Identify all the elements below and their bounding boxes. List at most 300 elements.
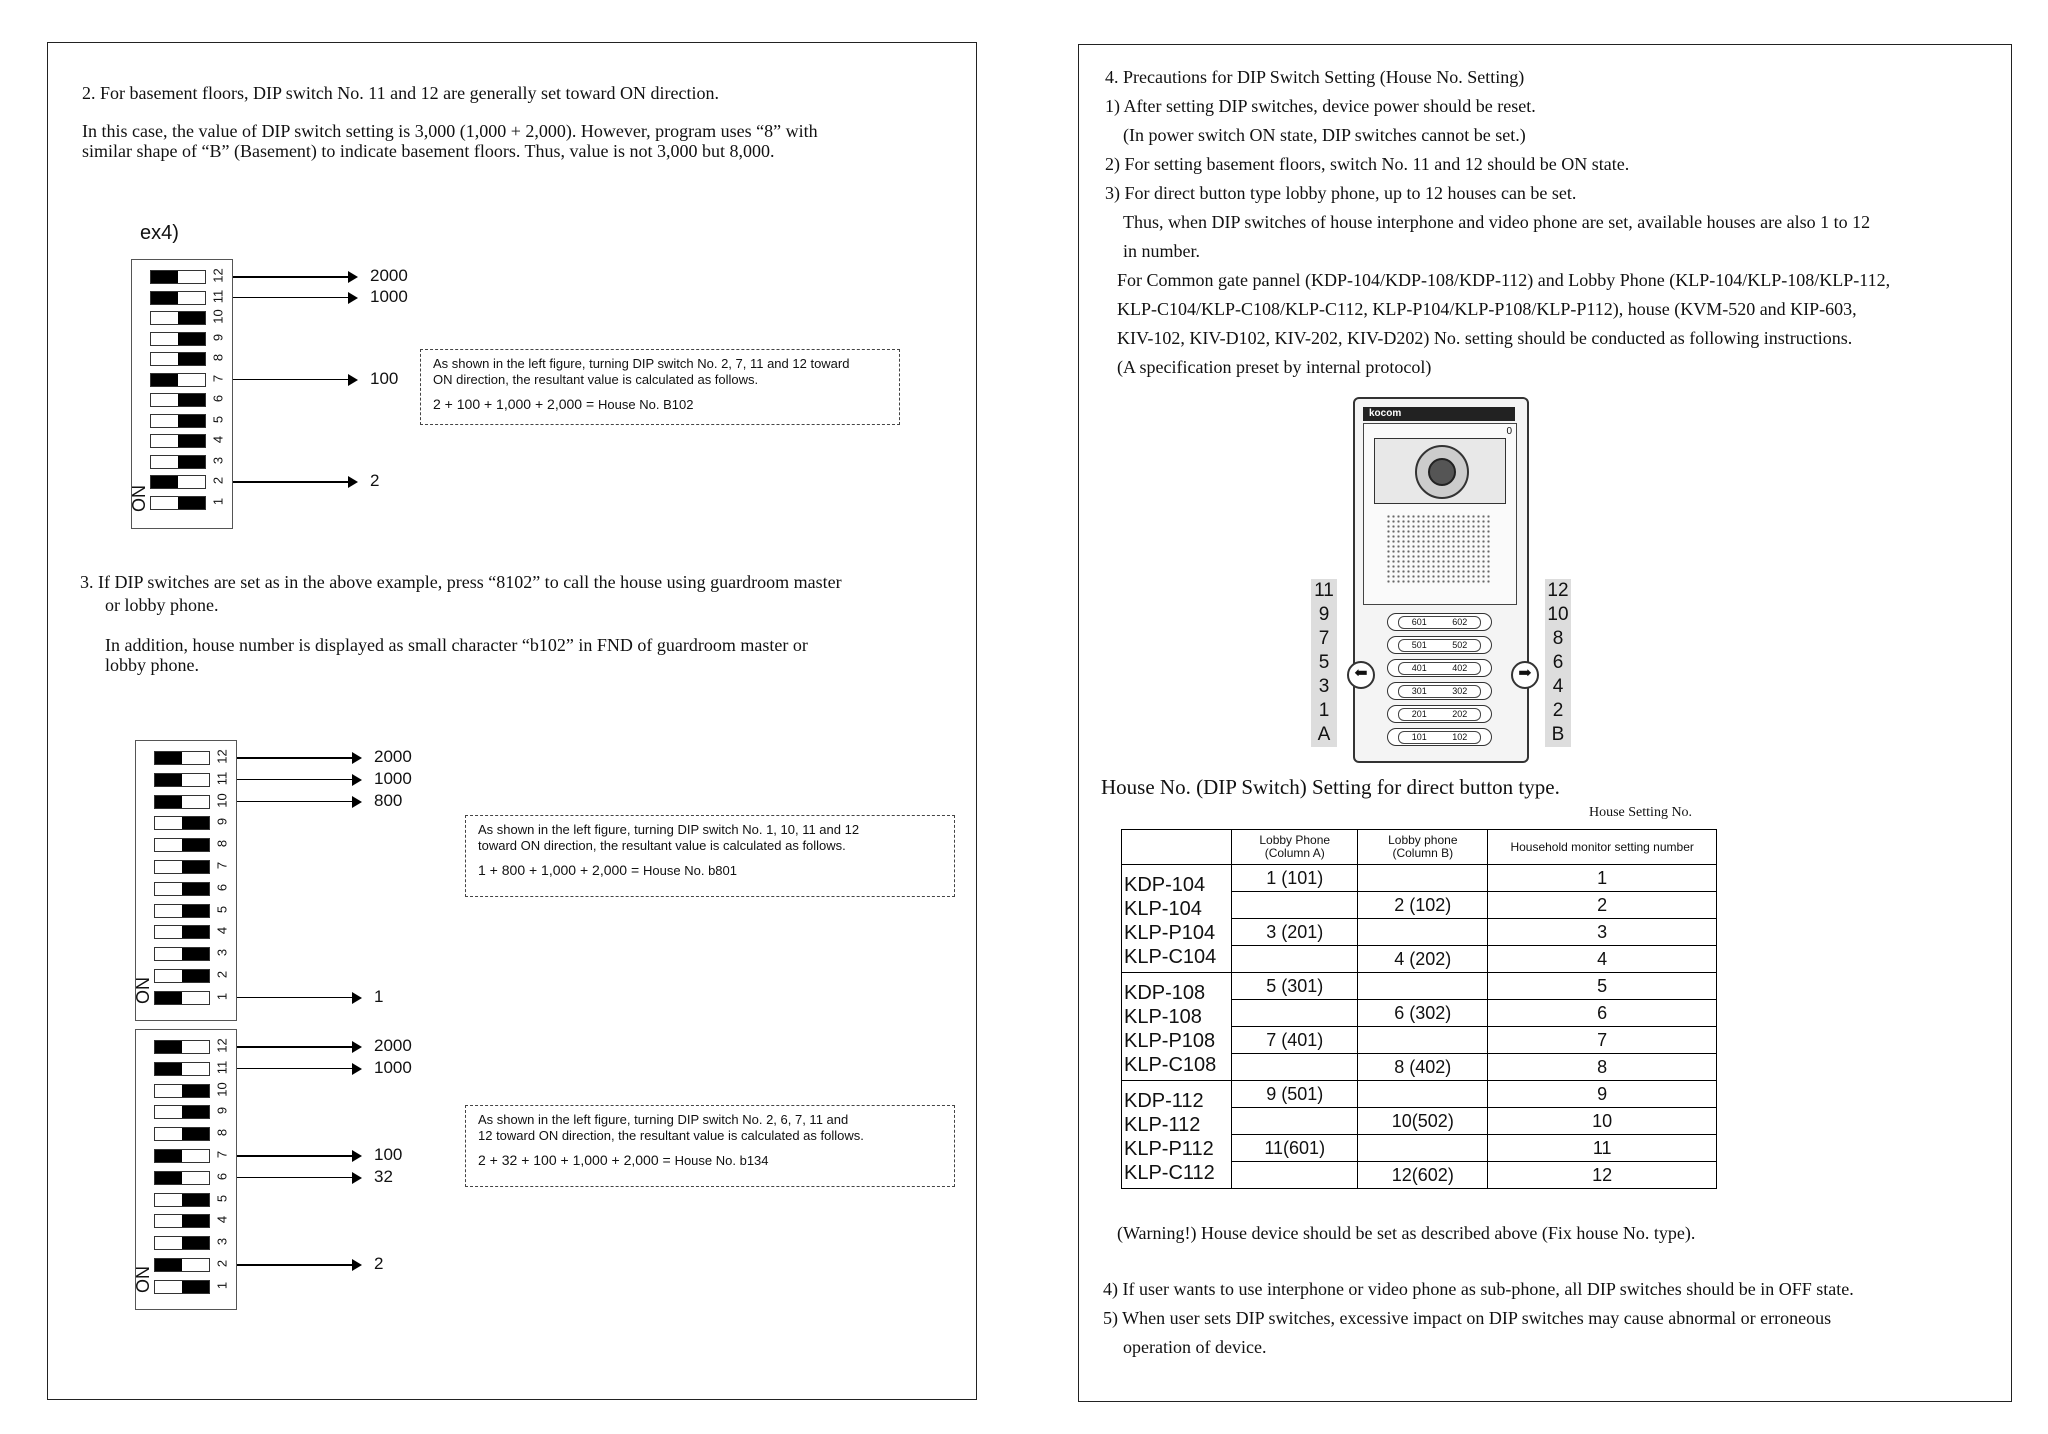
- arrow-value: 2: [370, 471, 380, 490]
- note-4: 4) If user wants to use interphone or video phone as sub-phone, all DIP switches should be in OFF state.: [1103, 1279, 1854, 1299]
- arrow-line: [237, 1264, 352, 1266]
- column-b-cell: [1358, 865, 1488, 892]
- column-b-line1: Lobby phone: [1388, 833, 1458, 847]
- switch-number-label: 11: [214, 1060, 230, 1075]
- right-house-numbers: [1545, 579, 1571, 747]
- switch-knob: [155, 1259, 182, 1271]
- setting-number-cell: 5: [1488, 973, 1717, 1000]
- switch-knob: [151, 292, 178, 304]
- switch-number-label: 2: [210, 476, 226, 485]
- left-house-number: 3: [1318, 676, 1330, 697]
- column-a-line1: Lobby Phone: [1259, 833, 1331, 847]
- switch-number-label: 3: [214, 1238, 230, 1246]
- note-line1: As shown in the left figure, turning DIP switch No. 2, 6, 7, 11 and: [478, 1112, 849, 1127]
- call-button-101-102[interactable]: [1387, 728, 1492, 746]
- right-house-number: 2: [1552, 700, 1564, 721]
- dip-switch-6: [154, 1171, 210, 1185]
- note-5-line1: 5) When user sets DIP switches, excessive impact on DIP switches may cause abnormal or erroneous: [1103, 1308, 1832, 1328]
- arrow-value: 800: [374, 790, 403, 810]
- calculation-formula: [478, 862, 942, 879]
- dip-switch-3: [154, 947, 210, 961]
- column-b-cell: [1358, 1081, 1488, 1108]
- formula-text: 2 + 100 + 1,000 + 2,000 =: [433, 396, 599, 412]
- setting-number-cell: 1: [1488, 865, 1717, 892]
- section-2-paragraph-line2: similar shape of “B” (Basement) to indicate basement floors. Thus, value is not 3,000 but 8,000.: [82, 141, 775, 161]
- device-body: [1353, 397, 1532, 763]
- arrow-line: [233, 481, 348, 483]
- arrow-head-icon: [348, 476, 358, 488]
- dip-switch-block: [135, 1029, 237, 1310]
- arrow-line: [237, 1155, 352, 1157]
- switch-number-label: 9: [214, 1107, 230, 1115]
- switch-number-label: 3: [210, 456, 226, 464]
- setting-number-cell: 2: [1488, 892, 1717, 919]
- precaution-1: 1) After setting DIP switches, device power should be reset.: [1105, 96, 1536, 116]
- dip-switch-7: [150, 373, 206, 387]
- switch-number-label: 1: [210, 497, 226, 505]
- switch-number-label: 11: [214, 771, 230, 786]
- button-numbers: [1398, 708, 1481, 721]
- model-name: KLP-112: [1124, 1114, 1201, 1136]
- right-house-number: 8: [1552, 628, 1564, 649]
- column-b-cell: 2 (102): [1358, 892, 1488, 919]
- note-line2: ON direction, the resultant value is calculated as follows.: [433, 372, 759, 387]
- button-panel: [1355, 605, 1527, 755]
- switch-knob: [182, 861, 209, 873]
- dip-switch-11: [150, 291, 206, 305]
- section-4-heading: 4. Precautions for DIP Switch Setting (House No. Setting): [1105, 67, 1525, 87]
- column-a-cell: [1232, 1162, 1358, 1189]
- button-number: 201: [1411, 709, 1427, 719]
- switch-number-label: 5: [214, 1194, 230, 1202]
- arrow-line: [233, 297, 348, 299]
- arrow-head-icon: [352, 1041, 362, 1053]
- arrow-line: [237, 801, 352, 803]
- column-a-cell: [1232, 946, 1358, 973]
- calculation-formula: [478, 1152, 942, 1169]
- arrow-line: [237, 1177, 352, 1179]
- button-number: 401: [1411, 663, 1427, 673]
- note-line1: As shown in the left figure, turning DIP switch No. 1, 10, 11 and 12: [478, 822, 860, 837]
- on-label: ON: [129, 485, 149, 512]
- call-button-501-502[interactable]: [1387, 636, 1492, 654]
- switch-knob: [155, 1150, 182, 1162]
- switch-knob: [182, 1194, 209, 1206]
- column-b-cell: [1358, 1027, 1488, 1054]
- arrow-value: 2000: [374, 747, 412, 766]
- switch-knob: [155, 992, 182, 1004]
- section-3-line2: or lobby phone.: [105, 595, 219, 615]
- switch-number-label: 5: [210, 415, 226, 423]
- arrow-value: 2000: [374, 1036, 412, 1055]
- section-3-line3: In addition, house number is displayed as small character “b102” in FND of guardroom master or: [105, 635, 808, 655]
- table-caption: House Setting No.: [1589, 805, 1693, 820]
- column-a-cell: [1232, 1054, 1358, 1081]
- dip-switch-12: [154, 751, 210, 765]
- switch-number-label: 6: [214, 883, 230, 891]
- switch-number-label: 11: [210, 289, 226, 303]
- arrow-head-icon: [352, 1172, 362, 1184]
- arrow-head-icon: [352, 796, 362, 808]
- dip-switch-5: [154, 1193, 210, 1207]
- setting-number-cell: 9: [1488, 1081, 1717, 1108]
- model-group-cell: [1122, 1081, 1232, 1189]
- arrow-value: 100: [374, 1145, 403, 1164]
- table-header-column-b: [1358, 830, 1488, 865]
- switch-number-label: 7: [210, 374, 226, 382]
- arrow-head-icon: [352, 774, 362, 786]
- button-number: 301: [1411, 686, 1427, 696]
- switch-number-label: 10: [214, 1081, 230, 1097]
- column-b-cell: 10(502): [1358, 1108, 1488, 1135]
- dip-switch-9: [150, 332, 206, 346]
- setting-number-cell: 11: [1488, 1135, 1717, 1162]
- switch-knob: [182, 1237, 209, 1249]
- dip-switch-6: [150, 393, 206, 407]
- arrow-right-icon: ➡: [1511, 661, 1539, 689]
- setting-number-cell: 12: [1488, 1162, 1717, 1189]
- switch-knob: [178, 333, 205, 345]
- switch-knob: [182, 883, 209, 895]
- left-page: [47, 42, 977, 1400]
- switch-knob: [155, 1172, 182, 1184]
- switch-number-label: 4: [210, 435, 226, 444]
- switch-knob: [178, 435, 205, 447]
- models-line1: For Common gate pannel (KDP-104/KDP-108/KDP-112) and Lobby Phone (KLP-104/KLP-108/KLP-112,: [1117, 270, 1891, 290]
- switch-number-label: 8: [214, 1129, 230, 1137]
- switch-number-label: 2: [214, 1259, 230, 1268]
- dip-switch-3: [154, 1236, 210, 1250]
- dip-switch-8: [154, 1127, 210, 1141]
- dip-switch-2: [150, 475, 206, 489]
- dip-switch-10: [154, 1084, 210, 1098]
- button-numbers: [1398, 685, 1481, 698]
- arrow-line: [237, 1068, 352, 1070]
- dip-switch-11: [154, 773, 210, 787]
- example-label: ex4): [140, 222, 179, 244]
- switch-knob: [182, 817, 209, 829]
- column-a-cell: [1232, 1000, 1358, 1027]
- switch-number-label: 4: [214, 1216, 230, 1224]
- dip-switch-block: [135, 740, 237, 1021]
- arrow-left-icon: ⬅: [1347, 661, 1375, 689]
- indicator-label: 0: [1506, 426, 1512, 437]
- switch-number-label: 12: [210, 268, 226, 283]
- column-a-cell: 3 (201): [1232, 919, 1358, 946]
- arrow-line: [233, 276, 348, 278]
- switch-knob: [155, 1063, 182, 1075]
- calculation-note-box: [420, 349, 900, 425]
- result-house-number: House No. B102: [598, 397, 694, 412]
- on-label: ON: [133, 1266, 153, 1293]
- column-a-cell: 7 (401): [1232, 1027, 1358, 1054]
- arrow-head-icon: [352, 1150, 362, 1162]
- switch-number-label: 7: [214, 1150, 230, 1159]
- arrow-value: 100: [370, 368, 399, 388]
- arrow-value: 1000: [370, 286, 408, 306]
- switch-number-label: 5: [214, 905, 230, 913]
- dip-switch-block: [131, 259, 233, 529]
- note-line1: As shown in the left figure, turning DIP switch No. 2, 7, 11 and 12 toward: [433, 356, 850, 371]
- precaution-3-line2: Thus, when DIP switches of house interphone and video phone are set, available houses are also 1 to 12: [1123, 212, 1871, 232]
- model-name: KLP-C112: [1124, 1162, 1215, 1184]
- switch-knob: [151, 271, 178, 283]
- left-house-number: 1: [1318, 700, 1330, 721]
- button-numbers: [1398, 639, 1481, 652]
- table-row: [1122, 1081, 1717, 1108]
- calculation-note-box: [465, 815, 955, 897]
- switch-number-label: 9: [210, 333, 226, 341]
- left-house-number: 9: [1318, 604, 1330, 625]
- button-number: 402: [1452, 663, 1468, 673]
- switch-knob: [151, 476, 178, 488]
- model-name: KDP-104: [1124, 874, 1206, 896]
- column-b-cell: 4 (202): [1358, 946, 1488, 973]
- button-number: 101: [1411, 732, 1427, 742]
- dip-switch-5: [150, 414, 206, 428]
- switch-number-label: 9: [214, 818, 230, 826]
- model-name: KLP-P112: [1124, 1138, 1214, 1160]
- right-house-number: 6: [1552, 652, 1564, 673]
- table-header-model: [1122, 830, 1232, 865]
- formula-text: 1 + 800 + 1,000 + 2,000 =: [478, 862, 644, 878]
- model-name: KLP-C108: [1124, 1054, 1217, 1076]
- table-header-column-a: [1232, 830, 1358, 865]
- switch-knob: [178, 312, 205, 324]
- switch-knob: [178, 497, 205, 509]
- result-house-number: House No. b134: [674, 1153, 769, 1168]
- arrow-head-icon: [348, 374, 358, 386]
- button-number: 202: [1452, 709, 1468, 719]
- model-name: KDP-112: [1124, 1090, 1204, 1112]
- switch-knob: [182, 1281, 209, 1293]
- left-house-numbers: [1311, 579, 1337, 747]
- switch-knob: [182, 1106, 209, 1118]
- arrow-head-icon: [348, 271, 358, 283]
- column-b-line2: (Column B): [1392, 846, 1454, 860]
- switch-number-label: 10: [214, 792, 230, 808]
- dip-switch-1: [154, 991, 210, 1005]
- switch-number-label: 12: [214, 1038, 230, 1053]
- section-3-line4: lobby phone.: [105, 655, 199, 675]
- dip-switch-2: [154, 1258, 210, 1272]
- arrow-head-icon: [352, 1259, 362, 1271]
- calculation-note-box: [465, 1105, 955, 1187]
- table-row: [1122, 865, 1717, 892]
- house-setting-table: [1121, 829, 1717, 1189]
- calculation-formula: [433, 396, 887, 413]
- arrow-value: 1: [374, 986, 384, 1006]
- switch-number-label: 8: [210, 353, 226, 362]
- model-name: KLP-C104: [1124, 946, 1217, 968]
- dip-switch-3: [150, 455, 206, 469]
- on-label: ON: [133, 977, 153, 1004]
- dip-switch-7: [154, 1149, 210, 1163]
- left-house-number: 11: [1314, 580, 1334, 601]
- dip-switch-9: [154, 816, 210, 830]
- column-b-cell: [1358, 973, 1488, 1000]
- setting-number-cell: 4: [1488, 946, 1717, 973]
- arrow-value: 32: [374, 1166, 393, 1186]
- switch-knob: [155, 1041, 182, 1053]
- arrow-head-icon: [352, 752, 362, 764]
- switch-number-label: 3: [214, 949, 230, 957]
- section-3-line1: 3. If DIP switches are set as in the above example, press “8102” to call the house using guardroom master: [80, 572, 842, 592]
- left-house-number: 5: [1318, 652, 1330, 673]
- dip-switch-7: [154, 860, 210, 874]
- switch-knob: [182, 1215, 209, 1227]
- dip-switch-1: [150, 496, 206, 510]
- note-line2: toward ON direction, the resultant value is calculated as follows.: [478, 838, 846, 853]
- arrow-value: 2: [374, 1254, 384, 1273]
- arrow-head-icon: [352, 1063, 362, 1075]
- arrow-head-icon: [352, 992, 362, 1004]
- button-number: 102: [1452, 732, 1468, 742]
- column-b-cell: [1358, 919, 1488, 946]
- switch-knob: [155, 796, 182, 808]
- setting-number-cell: 10: [1488, 1108, 1717, 1135]
- dip-switch-6: [154, 882, 210, 896]
- switch-knob: [178, 415, 205, 427]
- dip-switch-4: [150, 434, 206, 448]
- right-house-number: 10: [1547, 604, 1569, 625]
- button-number: 601: [1411, 617, 1427, 627]
- result-house-number: House No. b801: [643, 863, 737, 878]
- column-a-line2: (Column A): [1264, 846, 1325, 860]
- section-2-paragraph-line1: In this case, the value of DIP switch setting is 3,000 (1,000 + 2,000). However, program uses “8” with: [82, 121, 818, 141]
- button-number: 501: [1411, 640, 1427, 650]
- switch-knob: [182, 839, 209, 851]
- switch-knob: [178, 394, 205, 406]
- formula-text: 2 + 32 + 100 + 1,000 + 2,000 =: [478, 1152, 675, 1168]
- setting-number-cell: 8: [1488, 1054, 1717, 1081]
- precaution-1-note: (In power switch ON state, DIP switches cannot be set.): [1123, 125, 1526, 145]
- model-name: KLP-P108: [1124, 1030, 1216, 1052]
- note-line2: 12 toward ON direction, the resultant value is calculated as follows.: [478, 1128, 864, 1143]
- spec-note: (A specification preset by internal protocol): [1117, 357, 1432, 377]
- dip-switch-4: [154, 1214, 210, 1228]
- arrow-line: [237, 757, 352, 759]
- left-house-number: 7: [1318, 628, 1330, 649]
- button-numbers: [1398, 662, 1481, 675]
- model-name: KLP-P104: [1124, 922, 1216, 944]
- switch-number-label: 1: [214, 992, 230, 1000]
- button-number: 602: [1452, 617, 1468, 627]
- right-house-number: 4: [1552, 676, 1564, 697]
- dip-switch-8: [154, 838, 210, 852]
- call-button-401-402[interactable]: [1387, 659, 1492, 677]
- switch-number-label: 8: [214, 840, 230, 848]
- column-a-cell: 5 (301): [1232, 973, 1358, 1000]
- dip-switch-4: [154, 925, 210, 939]
- camera-window: [1374, 438, 1506, 504]
- note-5-line2: operation of device.: [1123, 1337, 1267, 1357]
- dip-switch-10: [150, 311, 206, 325]
- switch-number-label: 6: [214, 1172, 230, 1180]
- arrow-line: [237, 779, 352, 781]
- model-name: KLP-108: [1124, 1006, 1202, 1028]
- switch-number-label: 2: [214, 970, 230, 979]
- column-b-cell: 8 (402): [1358, 1054, 1488, 1081]
- speaker-grille-icon: [1386, 514, 1492, 584]
- model-group-cell: [1122, 973, 1232, 1081]
- switch-number-label: 10: [210, 309, 226, 324]
- column-a-cell: 11(601): [1232, 1135, 1358, 1162]
- column-b-cell: [1358, 1135, 1488, 1162]
- switch-knob: [178, 456, 205, 468]
- arrow-line: [237, 997, 352, 999]
- camera-lens-icon: [1415, 445, 1469, 499]
- right-page: [1078, 44, 2012, 1402]
- dip-switch-9: [154, 1105, 210, 1119]
- column-a-cell: [1232, 892, 1358, 919]
- switch-knob: [182, 948, 209, 960]
- warning-note: (Warning!) House device should be set as described above (Fix house No. type).: [1117, 1223, 1696, 1243]
- switch-number-label: 12: [214, 749, 230, 764]
- section-2-heading: 2. For basement floors, DIP switch No. 11 and 12 are generally set toward ON direction.: [82, 83, 720, 103]
- button-number: 302: [1452, 686, 1468, 696]
- switch-number-label: 6: [210, 394, 226, 403]
- switch-knob: [182, 905, 209, 917]
- switch-knob: [155, 774, 182, 786]
- switch-knob: [182, 1128, 209, 1140]
- dip-switch-5: [154, 904, 210, 918]
- precaution-3-line3: in number.: [1123, 241, 1200, 261]
- dip-switch-2: [154, 969, 210, 983]
- button-numbers: [1398, 616, 1481, 629]
- device-faceplate: [1363, 423, 1517, 605]
- right-house-number: B: [1551, 724, 1565, 745]
- switch-number-label: 7: [214, 861, 230, 870]
- model-group-cell: [1122, 865, 1232, 973]
- arrow-value: 1000: [374, 768, 412, 788]
- column-a-cell: 9 (501): [1232, 1081, 1358, 1108]
- call-button-201-202[interactable]: [1387, 705, 1492, 723]
- table-header-setting-number: Household monitor setting number: [1488, 830, 1717, 865]
- switch-knob: [182, 1085, 209, 1097]
- arrow-value: 2000: [370, 266, 408, 285]
- setting-number-cell: 6: [1488, 1000, 1717, 1027]
- dip-switch-1: [154, 1280, 210, 1294]
- arrow-value: 1000: [374, 1057, 412, 1077]
- arrow-line: [233, 379, 348, 381]
- switch-knob: [182, 926, 209, 938]
- call-button-601-602[interactable]: [1387, 613, 1492, 631]
- button-numbers: [1398, 731, 1481, 744]
- brand-bar: kocom: [1363, 407, 1515, 421]
- model-name: KDP-108: [1124, 982, 1206, 1004]
- model-name: KLP-104: [1124, 898, 1202, 920]
- switch-knob: [182, 970, 209, 982]
- column-b-cell: 12(602): [1358, 1162, 1488, 1189]
- models-line3: KIV-102, KIV-D102, KIV-202, KIV-D202) No. setting should be conducted as following instructions.: [1117, 328, 1853, 348]
- setting-number-cell: 3: [1488, 919, 1717, 946]
- switch-knob: [155, 752, 182, 764]
- precaution-3: 3) For direct button type lobby phone, up to 12 houses can be set.: [1105, 183, 1577, 203]
- column-b-cell: 6 (302): [1358, 1000, 1488, 1027]
- column-a-cell: 1 (101): [1232, 865, 1358, 892]
- arrow-line: [237, 1046, 352, 1048]
- switch-number-label: 4: [214, 927, 230, 935]
- table-title: House No. (DIP Switch) Setting for direct button type.: [1101, 775, 1560, 799]
- table-row: [1122, 973, 1717, 1000]
- right-house-number: 12: [1547, 580, 1569, 601]
- call-button-301-302[interactable]: [1387, 682, 1492, 700]
- dip-switch-10: [154, 795, 210, 809]
- button-number: 502: [1452, 640, 1468, 650]
- dip-switch-11: [154, 1062, 210, 1076]
- setting-number-cell: 7: [1488, 1027, 1717, 1054]
